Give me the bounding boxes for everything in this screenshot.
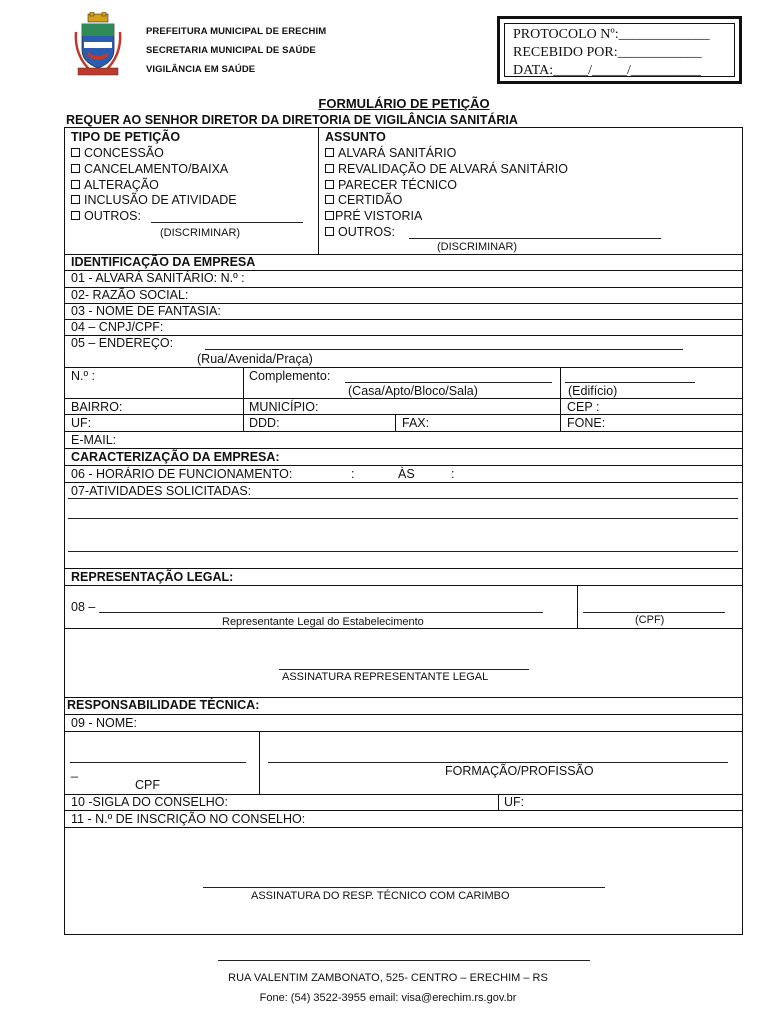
header-prefeitura: PREFEITURA MUNICIPAL DE ERECHIM <box>146 26 327 37</box>
assunto-outros-line[interactable] <box>409 238 661 239</box>
rt-sigla-conselho-field[interactable]: 10 -SIGLA DO CONSELHO: <box>71 795 228 809</box>
checkbox-icon[interactable] <box>325 148 334 157</box>
atividades-line-3[interactable] <box>68 551 738 552</box>
checkbox-icon[interactable] <box>325 164 334 173</box>
horario-as-label: ÀS <box>398 467 415 481</box>
alvara-number-field[interactable]: 01 - ALVARÁ SANITÁRIO: N.º : <box>71 271 245 285</box>
uf-field[interactable]: UF: <box>71 416 92 430</box>
razao-social-field[interactable]: 02- RAZÃO SOCIAL: <box>71 288 189 302</box>
protocol-received-by[interactable]: RECEBIDO POR:____________ <box>513 45 702 60</box>
form-title: FORMULÁRIO DE PETIÇÃO <box>318 96 490 111</box>
complemento-hint: (Casa/Apto/Bloco/Sala) <box>348 384 478 398</box>
numero-field[interactable]: N.º : <box>71 369 96 383</box>
rt-formacao-line[interactable] <box>268 762 728 763</box>
rt-cpf-dash: _ <box>71 764 78 778</box>
assinatura-rt-label: ASSINATURA DO RESP. TÉCNICO COM CARIMBO <box>251 890 510 902</box>
rt-cpf-line[interactable] <box>70 762 246 763</box>
header-vigilancia: VIGILÂNCIA EM SAÚDE <box>146 64 256 75</box>
tipo-heading: TIPO DE PETIÇÃO <box>71 130 181 144</box>
assunto-revalidacao-option[interactable]: REVALIDAÇÃO DE ALVARÁ SANITÁRIO <box>325 162 568 176</box>
fax-field[interactable]: FAX: <box>402 416 430 430</box>
rt-inscricao-field[interactable]: 11 - N.º DE INSCRIÇÃO NO CONSELHO: <box>71 812 306 826</box>
footer-contact: Fone: (54) 3522-3955 email: visa@erechim.rs.gov.br <box>259 992 517 1004</box>
edificio-line[interactable] <box>565 382 695 383</box>
tipo-inclusao-option[interactable]: INCLUSÃO DE ATIVIDADE <box>71 193 237 207</box>
municipio-field[interactable]: MUNICÍPIO: <box>249 400 319 414</box>
footer-address: RUA VALENTIM ZAMBONATO, 525- CENTRO – ERECHIM – RS <box>228 972 548 984</box>
tipo-discriminar-hint: (DISCRIMINAR) <box>160 227 241 239</box>
horario-colon-start: : <box>351 467 355 481</box>
protocol-box <box>497 16 742 84</box>
representante-label: Representante Legal do Estabelecimento <box>222 616 424 628</box>
header-secretaria: SECRETARIA MUNICIPAL DE SAÚDE <box>146 45 316 56</box>
email-field[interactable]: E-MAIL: <box>71 433 117 447</box>
assunto-discriminar-hint: (DISCRIMINAR) <box>437 241 518 253</box>
caracterizacao-heading: CARACTERIZAÇÃO DA EMPRESA: <box>71 450 280 464</box>
cep-field[interactable]: CEP : <box>567 400 600 414</box>
horario-field[interactable]: 06 - HORÁRIO DE FUNCIONAMENTO: <box>71 467 293 481</box>
complemento-line[interactable] <box>345 382 552 383</box>
protocol-number[interactable]: PROTOCOLO Nº:_____________ <box>513 27 710 42</box>
representacao-item: 08 – <box>71 600 96 614</box>
identificacao-heading: IDENTIFICAÇÃO DA EMPRESA <box>71 255 256 269</box>
endereco-field[interactable]: 05 – ENDEREÇO: <box>71 336 174 350</box>
assinatura-representante-label: ASSINATURA REPRESENTANTE LEGAL <box>282 671 489 683</box>
complemento-field[interactable]: Complemento: <box>249 369 331 383</box>
form-subtitle: REQUER AO SENHOR DIRETOR DA DIRETORIA DE VIGILÂNCIA SANITÁRIA <box>66 113 518 127</box>
assunto-parecer-option[interactable]: PARECER TÉCNICO <box>325 178 457 192</box>
endereco-hint: (Rua/Avenida/Praça) <box>197 352 313 366</box>
horario-colon-end: : <box>451 467 455 481</box>
ddd-field[interactable]: DDD: <box>249 416 280 430</box>
assunto-heading: ASSUNTO <box>325 130 386 144</box>
atividades-line-2[interactable] <box>68 518 738 519</box>
fone-field[interactable]: FONE: <box>567 416 606 430</box>
footer-rule <box>218 960 590 961</box>
representacao-heading: REPRESENTAÇÃO LEGAL: <box>71 570 234 584</box>
atividades-field[interactable]: 07-ATIVIDADES SOLICITADAS: <box>71 484 252 498</box>
rt-cpf-label: CPF <box>135 778 160 792</box>
tipo-outros-line[interactable] <box>151 222 303 223</box>
cnpj-cpf-field[interactable]: 04 – CNPJ/CPF: <box>71 320 164 334</box>
representante-line[interactable] <box>99 612 543 613</box>
nome-fantasia-field[interactable]: 03 - NOME DE FANTASIA: <box>71 304 221 318</box>
checkbox-icon[interactable] <box>325 227 334 236</box>
rt-formacao-label: FORMAÇÃO/PROFISSÃO <box>445 764 594 778</box>
checkbox-icon[interactable] <box>71 195 80 204</box>
rt-uf-field[interactable]: UF: <box>504 795 525 809</box>
petition-form <box>64 127 743 935</box>
checkbox-icon[interactable] <box>325 211 334 220</box>
tipo-alteracao-option[interactable]: ALTERAÇÃO <box>71 178 159 192</box>
protocol-date[interactable]: DATA:_____/_____/__________ <box>513 63 701 78</box>
checkbox-icon[interactable] <box>325 180 334 189</box>
representante-cpf-label: (CPF) <box>635 614 665 626</box>
assinatura-rt-line[interactable] <box>203 887 605 888</box>
edificio-hint: (Edifício) <box>568 384 618 398</box>
checkbox-icon[interactable] <box>325 195 334 204</box>
checkbox-icon[interactable] <box>71 164 80 173</box>
tipo-cancelamento-option[interactable]: CANCELAMENTO/BAIXA <box>71 162 228 176</box>
tipo-concessao-option[interactable]: CONCESSÃO <box>71 146 164 160</box>
checkbox-icon[interactable] <box>71 211 80 220</box>
responsabilidade-heading: RESPONSABILIDADE TÉCNICA: <box>67 698 260 712</box>
rt-nome-field[interactable]: 09 - NOME: <box>71 716 137 730</box>
municipal-crest-logo <box>72 12 124 78</box>
assunto-certidao-option[interactable]: CERTIDÃO <box>325 193 402 207</box>
checkbox-icon[interactable] <box>71 180 80 189</box>
endereco-line[interactable] <box>205 349 683 350</box>
atividades-line-1[interactable] <box>68 498 738 499</box>
checkbox-icon[interactable] <box>71 148 80 157</box>
assunto-pre-vistoria-option[interactable]: PRÉ VISTORIA <box>325 209 422 223</box>
assunto-outros-option[interactable]: OUTROS: <box>325 225 395 239</box>
tipo-outros-option[interactable]: OUTROS: <box>71 209 141 223</box>
bairro-field[interactable]: BAIRRO: <box>71 400 123 414</box>
assunto-alvara-option[interactable]: ALVARÁ SANITÁRIO <box>325 146 456 160</box>
